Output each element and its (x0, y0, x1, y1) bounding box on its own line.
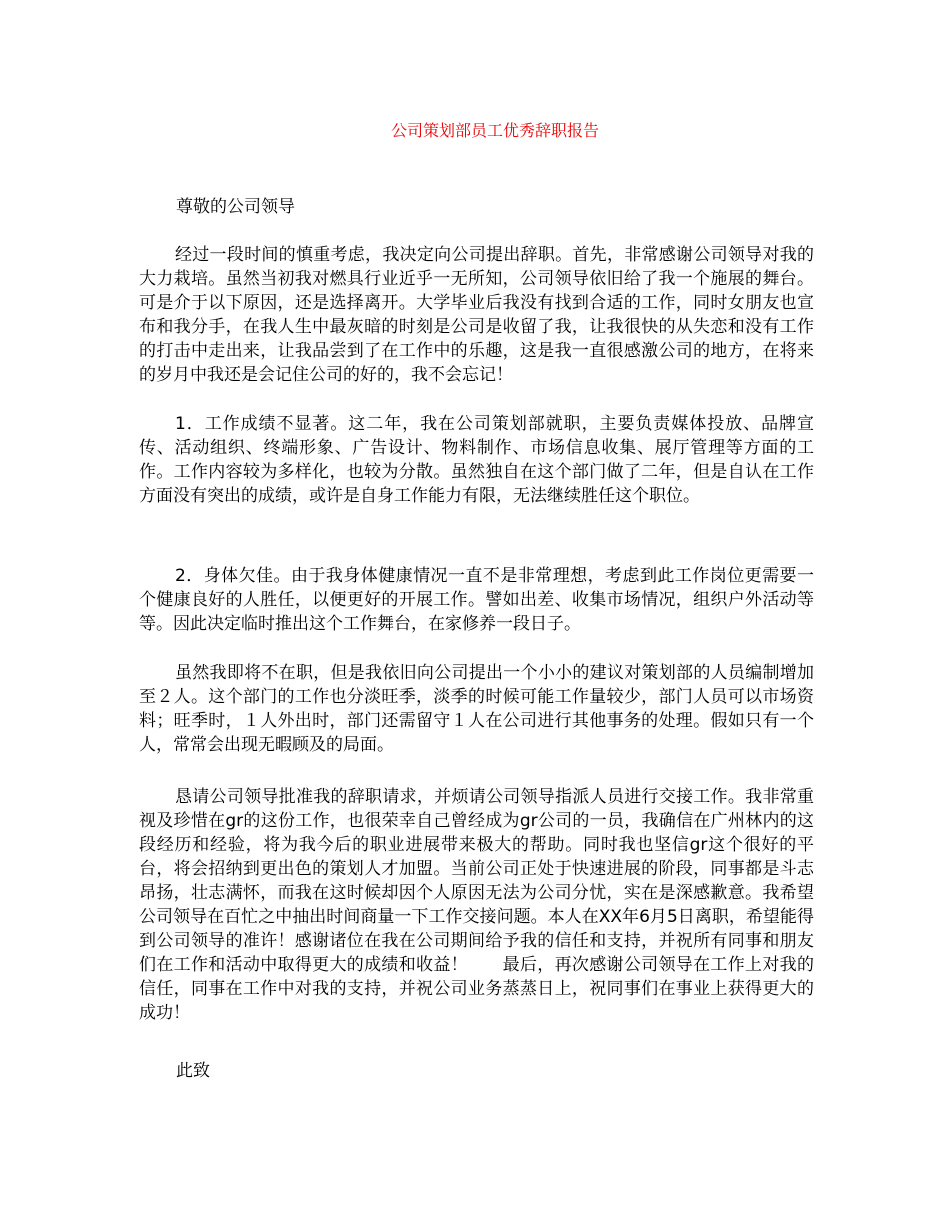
paragraph-request: 恳请公司领导批准我的辞职请求，并烦请公司领导指派人员进行交接工作。我非常重视及珍惜在gr的这份工作，也很荣幸自己曾经成为gr公司的一员，我确信在广州林内的这段经历和经验，将为我今后的职业进展带来极大的帮助。同时我也坚信gr这个很好的平台，将会招纳到更出色的策划人才加盟。当前公司正处于快速进展的阶段，同事都是斗志昂扬，壮志满怀，而我在这时候却因个人原因无法为公司分忧，实在是深感歉意。我希望公司领导在百忙之中抽出时间商量一下工作交接问题。本人在XX年6月5日离职，希望能得到公司领导的准许！感谢诸位在我在公司期间给予我的信任和支持，并祝所有同事和朋友们在工作和活动中取得更大的成绩和收益！ 最后，再次感谢公司领导在工作上对我的信任，同事在工作中对我的支持，并祝公司业务蒸蒸日上，祝同事们在事业上获得更大的成功！ (139, 787, 814, 1023)
paragraph-intro: 经过一段时间的慎重考虑，我决定向公司提出辞职。首先，非常感谢公司领导对我的大力栽培。虽然当初我对燃具行业近乎一无所知，公司领导依旧给了我一个施展的舞台。可是介于以下原因，还是选择离开。大学毕业后我没有找到合适的工作，同时女朋友也宣布和我分手，在我人生中最灰暗的时刻是公司是收留了我，让我很快的从失恋和没有工作的打击中走出来，让我品尝到了在工作中的乐趣，这是我一直很感激公司的地方，在将来的岁月中我还是会记住公司的好的，我不会忘记！ (139, 245, 814, 385)
closing-text: 此致 (176, 1061, 210, 1081)
document-title: 公司策划部员工优秀辞职报告 (390, 121, 599, 140)
paragraph-reason-1: 1．工作成绩不显著。这二年，我在公司策划部就职，主要负责媒体投放、品牌宣传、活动组织、终端形象、广告设计、物料制作、市场信息收集、展厅管理等方面的工作。工作内容较为多样化，也较为分散。虽然独自在这个部门做了二年，但是自认在工作方面没有突出的成绩，或许是自身工作能力有限，无法继续胜任这个职位。 (139, 414, 814, 506)
paragraph-suggestion: 虽然我即将不在职，但是我依旧向公司提出一个小小的建议对策划部的人员编制增加至２人。这个部门的工作也分淡旺季，淡季的时候可能工作量较少，部门人员可以市场资料；旺季时，１人外出时，部门还需留守１人在公司进行其他事务的处理。假如只有一个人，常常会出现无暇顾及的局面。 (139, 663, 814, 755)
paragraph-reason-2: 2．身体欠佳。由于我身体健康情况一直不是非常理想，考虑到此工作岗位更需要一个健康良好的人胜任，以便更好的开展工作。譬如出差、收集市场情况，组织户外活动等等。因此决定临时推出这个工作舞台，在家修养一段日子。 (139, 566, 814, 634)
salutation: 尊敬的公司领导 (176, 197, 295, 217)
